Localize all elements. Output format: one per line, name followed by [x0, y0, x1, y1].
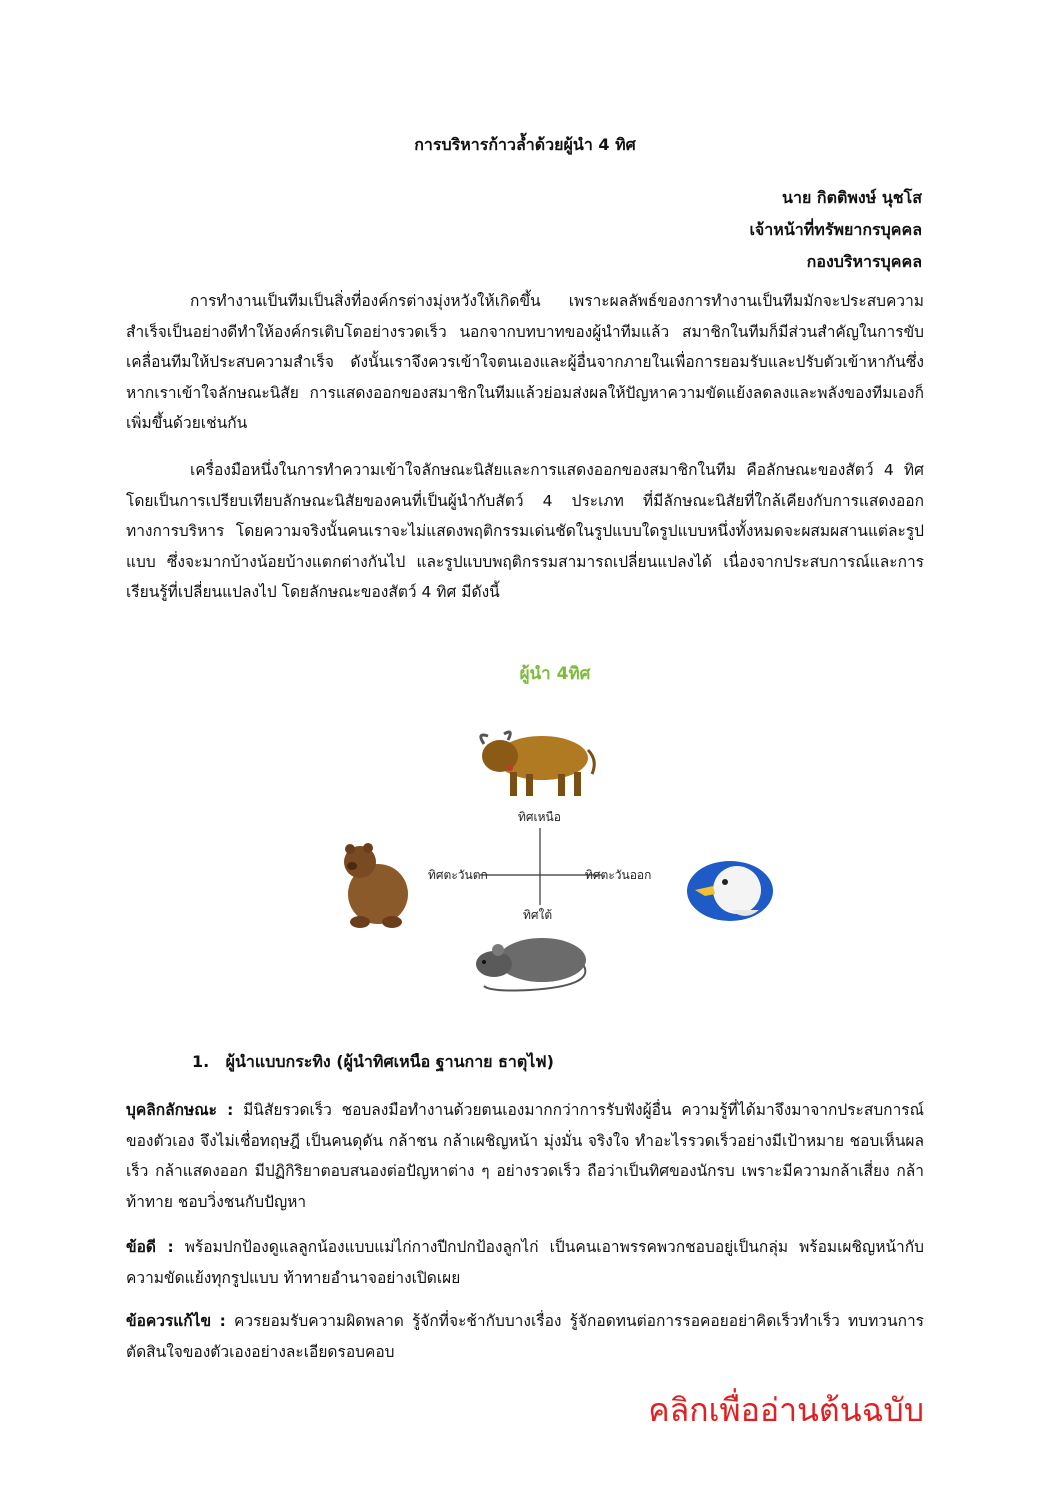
- strength-text: พร้อมปกป้องดูแลลูกน้องแบบแม่ไก่กางปีกปกป้องลูกไก่ เป็นคนเอาพรรคพวกชอบอยู่เป็นกลุ่ม พร้อมเผชิญหน้ากับความขัดแย้งทุกรูปแบบ ท้าทายอำนาจอย่างเปิดเผย: [126, 1238, 924, 1287]
- author-name: นาย กิตติพงษ์ นุชโส: [782, 188, 922, 207]
- bear-icon: [330, 840, 420, 930]
- personality-paragraph: [126, 1095, 924, 1217]
- read-original-link[interactable]: คลิกเพื่ออ่านต้นฉบับ: [648, 1391, 924, 1429]
- strength-paragraph: [126, 1232, 924, 1293]
- personality-text: มีนิสัยรวดเร็ว ชอบลงมือทำงานด้วยตนเองมากกว่าการรับฟังผู้อื่น ความรู้ที่ได้มาจึงมาจากประสบการณ์ของตัวเอง จึงไม่เชื่อทฤษฎี เป็นคนดุดัน กล้าชน กล้าเผชิญหน้า มุ่งมั่น จริงใจ ทำอะไรรวดเร็วอย่างมีเป้าหมาย ชอบเห็นผลเร็ว กล้าแสดงออก มีปฏิกิริยาตอบสนองต่อปัญหาต่าง ๆ อย่างรวดเร็ว ถือว่าเป็นทิศของนักรบ เพราะมีความกล้าเสี่ยง กล้าท้าทาย ชอบวิ่งชนกับปัญหา: [126, 1101, 924, 1211]
- intro-paragraph-2: เครื่องมือหนึ่งในการทำความเข้าใจลักษณะนิสัยและการแสดงออกของสมาชิกในทีม คือลักษณะของสัตว์ 4 ทิศ โดยเป็นการเปรียบเทียบลักษณะนิสัยของคนที่เป็นผู้นำกับสัตว์ 4 ประเภท ที่มีลักษณะนิสัยที่ใกล้เคียงกับการแสดงออกทางการบริหาร โดยความจริงนั้นคนเราจะไม่แสดงพฤติกรรมเด่นชัดในรูปแบบใดรูปแบบหนึ่งทั้งหมดจะผสมผสานแต่ละรูปแบบ ซึ่งจะมากบ้างน้อยบ้างแตกต่างกันไป และรูปแบบพฤติกรรมสามารถเปลี่ยนแปลงได้ เนื่องจากประสบการณ์และการเรียนรู้ที่เปลี่ยนแปลงไป โดยลักษณะของสัตว์ 4 ทิศ มีดังนี้: [126, 461, 924, 601]
- author-position: เจ้าหน้าที่ทรัพยากรบุคคล: [749, 220, 922, 239]
- author-department: กองบริหารบุคคล: [806, 252, 922, 271]
- improvement-paragraph: [126, 1306, 924, 1367]
- diagram-title: ผู้นำ 4ทิศ: [519, 664, 591, 684]
- author-block: [749, 182, 922, 278]
- strength-label: ข้อดี :: [126, 1238, 174, 1256]
- improvement-label: ข้อควรแก้ไข :: [126, 1312, 226, 1330]
- section-1-title: ผู้นำแบบกระทิง (ผู้นำทิศเหนือ ฐานกาย ธาตุไฟ): [225, 1052, 554, 1071]
- four-direction-diagram: [320, 650, 790, 1010]
- west-label: ทิศตะวันตก: [428, 868, 488, 882]
- intro-paragraph-1: การทำงานเป็นทีมเป็นสิ่งที่องค์กรต่างมุ่งหวังให้เกิดขึ้น เพราะผลลัพธ์ของการทำงานเป็นทีมมักจะประสบความสำเร็จเป็นอย่างดีทำให้องค์กรเติบโตอย่างรวดเร็ว นอกจากบทบาทของผู้นำทีมแล้ว สมาชิกในทีมก็มีส่วนสำคัญในการขับเคลื่อนทีมให้ประสบความสำเร็จ ดังนั้นเราจึงควรเข้าใจตนเองและผู้อื่นจากภายในเพื่อการยอมรับและปรับตัวเข้าหากันซึ่งหากเราเข้าใจลักษณะนิสัย การแสดงออกของสมาชิกในทีมแล้วย่อมส่งผลให้ปัญหาความขัดแย้งลดลงและพลังของทีมเองก็เพิ่มขึ้นด้วยเช่นกัน: [126, 292, 924, 432]
- rat-icon: [470, 930, 600, 1000]
- section-1-number: 1.: [192, 1052, 210, 1071]
- east-label: ทิศตะวันออก: [585, 868, 652, 882]
- north-label: ทิศเหนือ: [518, 810, 561, 824]
- south-label: ทิศใต้: [523, 908, 553, 922]
- improvement-text: ควรยอมรับความผิดพลาด รู้จักที่จะช้ากับบางเรื่อง รู้จักอดทนต่อการรอคอยอย่าคิดเร็วทำเร็ว ทบทวนการตัดสินใจของตัวเองอย่างละเอียดรอบคอบ: [126, 1312, 924, 1361]
- eagle-icon: [685, 860, 775, 922]
- bull-icon: [470, 720, 600, 800]
- personality-label: บุคลิกลักษณะ :: [126, 1101, 234, 1119]
- document-title: การบริหารก้าวล้ำด้วยผู้นำ 4 ทิศ: [414, 135, 636, 154]
- section-1-heading: [192, 1050, 554, 1075]
